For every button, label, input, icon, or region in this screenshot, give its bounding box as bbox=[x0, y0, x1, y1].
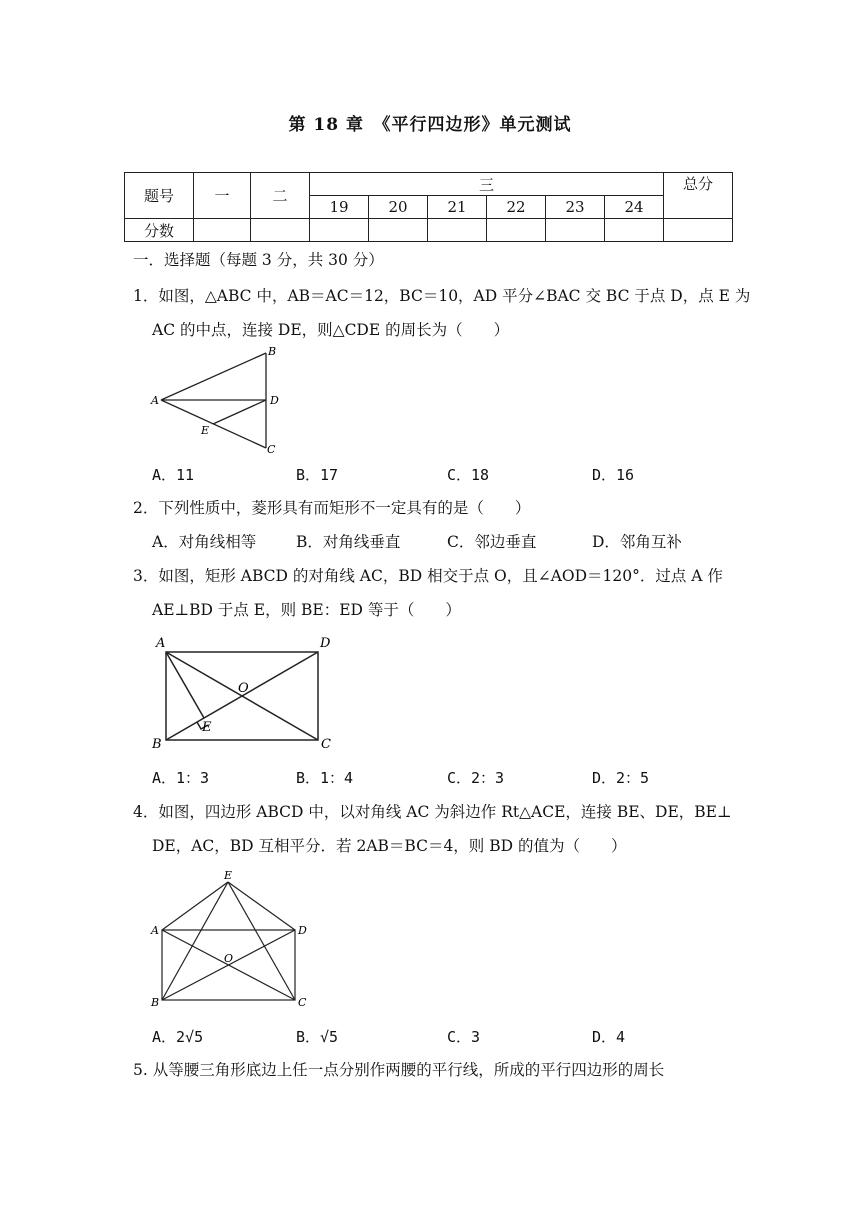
section-heading: 一．选择题（每题 3 分，共 30 分） bbox=[133, 251, 384, 269]
point-label-d: D bbox=[320, 636, 331, 651]
question-1-line-2: AC 的中点，连接 DE，则△CDE 的周长为（ ） bbox=[152, 321, 510, 339]
question-2-option-d: D．邻角互补 bbox=[592, 533, 682, 551]
point-label-c: C bbox=[321, 737, 331, 752]
question-3-option-b: B．1：4 bbox=[296, 769, 354, 787]
point-label-c: C bbox=[267, 443, 276, 456]
question-4-option-a: A．2√5 bbox=[152, 1028, 204, 1046]
question-2-option-c: C．邻边垂直 bbox=[447, 533, 537, 551]
point-label-c: C bbox=[298, 996, 307, 1009]
score-header-part1: 一 bbox=[194, 173, 251, 219]
score-header-part2: 二 bbox=[251, 173, 310, 219]
point-label-e: E bbox=[201, 424, 210, 437]
point-label-e: E bbox=[224, 869, 233, 882]
question-1-figure bbox=[146, 340, 286, 460]
question-3-figure bbox=[146, 630, 346, 755]
question-3-line-2: AE⊥BD 于点 E，则 BE：ED 等于（ ） bbox=[152, 601, 461, 619]
question-1-option-a: A．11 bbox=[152, 466, 195, 484]
question-1-option-c: C．18 bbox=[447, 466, 490, 484]
score-cell bbox=[369, 219, 428, 242]
score-cell bbox=[310, 219, 369, 242]
point-label-d: D bbox=[270, 394, 279, 407]
question-4-option-d: D．4 bbox=[592, 1028, 626, 1046]
score-col-20: 20 bbox=[369, 196, 428, 219]
question-4-line-1: 4．如图，四边形 ABCD 中，以对角线 AC 为斜边作 Rt△ACE，连接 BE、DE，BE⊥ bbox=[133, 803, 732, 821]
question-4-figure bbox=[146, 868, 326, 1013]
score-col-23: 23 bbox=[546, 196, 605, 219]
score-col-22: 22 bbox=[487, 196, 546, 219]
question-3-option-d: D．2：5 bbox=[592, 769, 650, 787]
question-3-line-1: 3．如图，矩形 ABCD 的对角线 AC，BD 相交于点 O，且∠AOD＝120°．过点 A 作 bbox=[133, 567, 723, 585]
question-1-option-d: D．16 bbox=[592, 466, 635, 484]
score-cell bbox=[487, 219, 546, 242]
question-2-option-a: A．对角线相等 bbox=[152, 533, 257, 551]
score-row-label: 分数 bbox=[125, 219, 194, 242]
score-cell bbox=[546, 219, 605, 242]
score-header-total: 总分 bbox=[664, 173, 733, 219]
question-1-line-1: 1．如图，△ABC 中，AB＝AC＝12，BC＝10，AD 平分∠BAC 交 BC 于点 D，点 E 为 bbox=[133, 287, 751, 305]
score-header-part3: 三 bbox=[310, 173, 664, 196]
point-label-b: B bbox=[151, 996, 160, 1009]
point-label-d: D bbox=[298, 924, 307, 937]
score-col-21: 21 bbox=[428, 196, 487, 219]
question-2-option-b: B．对角线垂直 bbox=[296, 533, 401, 551]
question-1-option-b: B．17 bbox=[296, 466, 339, 484]
score-cell bbox=[605, 219, 664, 242]
question-3-option-a: A．1：3 bbox=[152, 769, 210, 787]
point-label-a: A bbox=[156, 636, 166, 651]
point-label-a: A bbox=[151, 924, 159, 937]
point-label-o: O bbox=[224, 952, 234, 965]
point-label-o: O bbox=[238, 681, 249, 696]
page-title: 第 18 章 《平行四边形》单元测试 bbox=[288, 115, 572, 135]
score-col-24: 24 bbox=[605, 196, 664, 219]
point-label-e: E bbox=[202, 720, 212, 735]
point-label-a: A bbox=[151, 394, 159, 407]
score-cell bbox=[664, 219, 733, 242]
question-3-option-c: C．2：3 bbox=[447, 769, 505, 787]
question-4-line-2: DE，AC，BD 互相平分．若 2AB＝BC＝4，则 BD 的值为（ ） bbox=[152, 837, 627, 855]
score-cell bbox=[194, 219, 251, 242]
point-label-b: B bbox=[268, 345, 277, 358]
question-4-option-c: C．3 bbox=[447, 1028, 481, 1046]
score-table bbox=[124, 172, 733, 242]
question-4-option-b: B．√5 bbox=[296, 1028, 339, 1046]
score-cell bbox=[251, 219, 310, 242]
score-header-label: 题号 bbox=[125, 173, 194, 219]
score-col-19: 19 bbox=[310, 196, 369, 219]
question-5-line-1: 5. 从等腰三角形底边上任一点分别作两腰的平行线，所成的平行四边形的周长 bbox=[133, 1061, 665, 1079]
score-cell bbox=[428, 219, 487, 242]
point-label-b: B bbox=[152, 737, 162, 752]
question-2-line-1: 2．下列性质中，菱形具有而矩形不一定具有的是（ ） bbox=[133, 499, 531, 517]
